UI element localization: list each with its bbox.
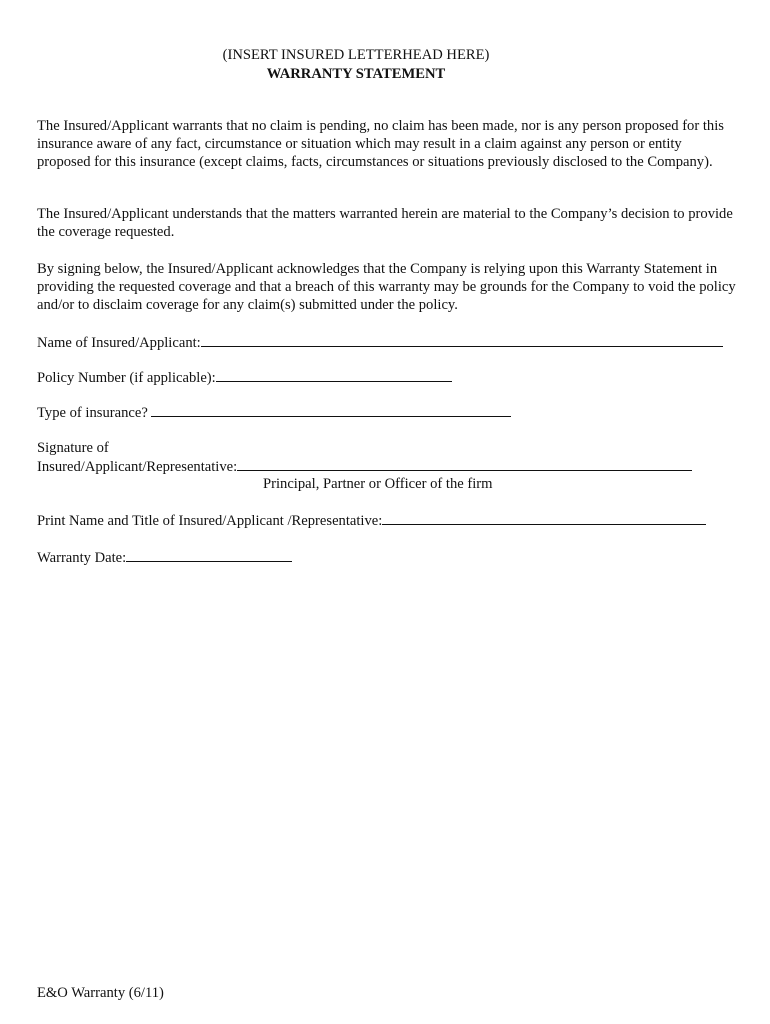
- warranty-paragraph-3: By signing below, the Insured/Applicant acknowledges that the Company is relying upon this Warranty Statement in providing the requested coverage and that a breach of this warranty may be grounds for the Company to void the policy and/or to disclaim coverage for any claim(s) submitted under the policy.: [37, 261, 736, 313]
- warranty-paragraph-2: The Insured/Applicant understands that the matters warranted herein are material to the Company’s decision to provide the coverage requested.: [37, 206, 733, 240]
- signature-input-line[interactable]: [237, 457, 692, 471]
- print-name-label: Print Name and Title of Insured/Applicant /Representative:: [37, 513, 383, 529]
- signature-field: [37, 457, 692, 476]
- insurance-type-label: Type of insurance?: [37, 405, 152, 421]
- policy-number-label: Policy Number (if applicable):: [37, 370, 216, 386]
- signature-caption: Principal, Partner or Officer of the firm: [263, 476, 493, 492]
- warranty-paragraph-1: The Insured/Applicant warrants that no claim is pending, no claim has been made, nor is any person proposed for this insurance aware of any fact, circumstance or situation which may result in a claim against any person or entity proposed for this insurance (except claims, facts, circumstances or situations previously disclosed to the Company).: [37, 118, 724, 170]
- signature-label: Insured/Applicant/Representative:: [37, 459, 238, 475]
- form-footer-id: E&O Warranty (6/11): [37, 985, 164, 1001]
- warranty-date-label: Warranty Date:: [37, 550, 127, 566]
- warranty-date-field: [37, 548, 292, 567]
- insurance-type-field: [37, 403, 511, 422]
- insured-name-label: Name of Insured/Applicant:: [37, 335, 201, 351]
- policy-number-input-line[interactable]: [216, 368, 452, 382]
- insurance-type-input-line[interactable]: [151, 403, 511, 417]
- warranty-date-input-line[interactable]: [126, 548, 292, 562]
- signature-label-line-1: Signature of: [37, 440, 109, 456]
- policy-number-field: [37, 368, 452, 387]
- insured-name-input-line[interactable]: [201, 333, 723, 347]
- print-name-field: [37, 511, 706, 530]
- document-header: [0, 46, 712, 84]
- print-name-input-line[interactable]: [382, 511, 706, 525]
- letterhead-placeholder: (INSERT INSURED LETTERHEAD HERE): [222, 47, 490, 63]
- document-title: WARRANTY STATEMENT: [266, 66, 446, 82]
- insured-name-field: [37, 333, 723, 352]
